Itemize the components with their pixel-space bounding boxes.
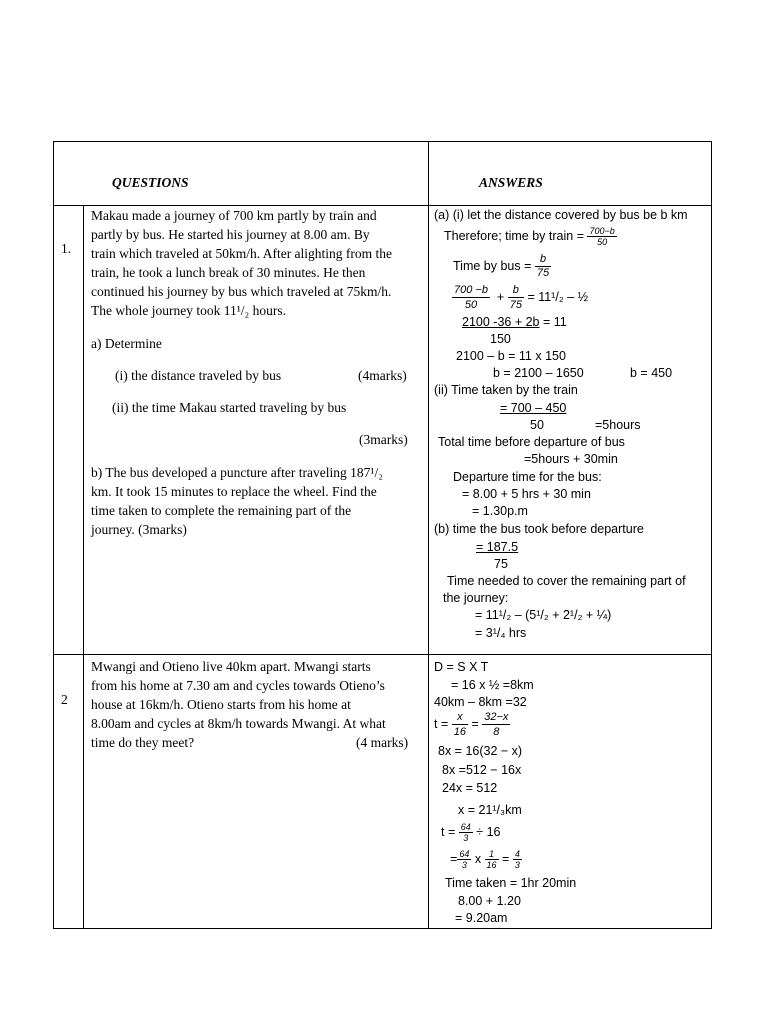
table-border-top: [53, 141, 712, 142]
answer-line: 8.00 + 1.20: [458, 894, 521, 908]
question-text-line: 8.00am and cycles at 8km/h towards Mwangi. At what: [91, 716, 386, 731]
answer-line: 40km – 8km =32: [434, 695, 527, 709]
question-text-line: Makau made a journey of 700 km partly by train and: [91, 208, 377, 223]
answer-line: =5hours: [595, 418, 641, 432]
fraction: [457, 849, 471, 870]
fraction-numerator: 700−b: [589, 226, 615, 237]
fraction: [508, 283, 524, 312]
fraction: [482, 710, 510, 739]
fraction-numerator: 4: [514, 849, 520, 860]
fraction-numerator: 32−x: [484, 711, 509, 724]
question-number: 1.: [61, 241, 72, 256]
answer-line: Time taken = 1hr 20min: [445, 876, 577, 890]
fraction-denominator: 3: [461, 860, 467, 871]
table-border-bottom: [53, 928, 712, 929]
answer-line: (ii) Time taken by the train: [434, 383, 578, 397]
fraction-numerator: 1: [485, 849, 499, 860]
question-part-a-ii: (ii) the time Makau started traveling by bus: [112, 400, 347, 415]
answer-line: (b) time the bus took before departure: [434, 522, 644, 536]
header-row-divider: [53, 205, 712, 206]
answer-line: 2100 – b = 11 x 150: [456, 349, 566, 363]
answer-line: Time needed to cover the remaining part of: [447, 574, 686, 588]
marks-a-ii: (3marks): [359, 432, 408, 447]
question-part-a-i: (i) the distance traveled by bus: [115, 368, 282, 383]
fraction: [485, 849, 499, 870]
fraction: [587, 226, 616, 247]
answer-text: x: [474, 852, 482, 866]
fraction-numerator: 64: [459, 849, 470, 860]
fraction-denominator: 75: [536, 267, 550, 280]
fraction-denominator: 3: [463, 833, 469, 844]
answer-line: 8x =512 − 16x: [442, 763, 522, 777]
answer-line: = 1.30p.m: [472, 504, 528, 518]
answer-line: the journey:: [443, 591, 509, 605]
fraction-denominator: 8: [493, 726, 500, 739]
answer-line: [452, 281, 588, 313]
fraction-denominator: 3: [514, 860, 520, 871]
answer-text: =: [502, 852, 510, 866]
fraction-denominator: 50: [597, 237, 608, 248]
answers-header: ANSWERS: [479, 175, 543, 190]
question-text-line: train, he took a lunch break of 30 minutes. He then: [91, 265, 366, 280]
fraction-numerator: b: [508, 283, 524, 298]
answer-line: [453, 251, 551, 281]
answer-text: =: [471, 717, 479, 731]
answer-text: t =: [441, 825, 456, 839]
fraction-denominator: 75: [509, 299, 522, 312]
fraction-denominator: 50: [464, 299, 478, 312]
answer-text: Therefore; time by train =: [444, 229, 584, 243]
answer-line: x = 21¹/₃km: [458, 803, 522, 817]
answer-line: [462, 314, 567, 331]
answer-line: [434, 708, 510, 740]
fraction-numerator: 64: [460, 822, 471, 833]
question-text-line: train which traveled at 50km/h. After alighting from the: [91, 246, 393, 261]
question-text-line: time do they meet?: [91, 735, 195, 750]
fraction-numerator: b: [535, 253, 551, 267]
answer-text: =: [450, 852, 458, 866]
question-text-line: from his home at 7.30 am and cycles towards Otieno’s: [91, 678, 385, 693]
answer-text: = 11: [542, 315, 567, 329]
table-border-right: [711, 141, 712, 929]
answer-line: [450, 845, 522, 873]
answer-line: 150: [490, 332, 511, 346]
question-part-b-line: journey. (3marks): [91, 522, 187, 537]
answer-text: Time by bus =: [453, 259, 532, 273]
fraction-denominator: 16: [453, 726, 466, 739]
answer-line: = 9.20am: [455, 911, 508, 925]
fraction: [513, 849, 522, 870]
answer-text: t =: [434, 717, 449, 731]
fraction-numerator: x: [452, 710, 468, 725]
answer-line: = 700 – 450: [500, 401, 567, 415]
answer-text: ÷ 16: [476, 825, 501, 839]
answer-line: Total time before departure of bus: [438, 435, 625, 449]
marks-q2: (4 marks): [356, 735, 409, 750]
answer-line: (a) (i) let the distance covered by bus be b km: [434, 208, 688, 222]
answer-line: = 8.00 + 5 hrs + 30 min: [462, 487, 591, 501]
fraction: [452, 710, 468, 739]
answer-line: = 3¹/₄ hrs: [475, 626, 527, 640]
question-text-line: Mwangi and Otieno live 40km apart. Mwangi starts: [91, 659, 371, 674]
plus-sign: +: [496, 290, 505, 304]
answer-line: [444, 224, 617, 248]
question-text-line: continued his journey by bus which traveled at 75km/h.: [91, 284, 392, 299]
answer-column-divider: [428, 141, 429, 929]
answer-line: 8x = 16(32 − x): [438, 744, 523, 758]
number-column-divider: [83, 205, 84, 929]
question-part-b-line: time taken to complete the remaining part of the: [91, 503, 352, 518]
fraction-numerator: 700 −b: [454, 284, 488, 297]
row1-row2-divider: [53, 654, 712, 655]
answer-line: D = S X T: [434, 660, 489, 674]
question-part-a: a) Determine: [91, 336, 162, 351]
answer-line: [441, 818, 500, 846]
question-part-b-line: km. It took 15 minutes to replace the wheel. Find the: [91, 484, 377, 499]
questions-header: QUESTIONS: [112, 175, 189, 190]
answer-text: = 11¹/₂ – ½: [527, 290, 588, 304]
fraction: [452, 283, 490, 312]
fraction-denominator: 16: [486, 860, 497, 871]
answer-text: 2100 -36 + 2b: [462, 315, 540, 329]
answer-line: Departure time for the bus:: [453, 470, 602, 484]
fraction: [459, 822, 473, 843]
answer-line: = 11¹/₂ – (5¹/₂ + 2¹/₂ + ¼): [475, 608, 612, 622]
answer-line: = 187.5: [476, 540, 519, 554]
question-part-b-line: b) The bus developed a puncture after traveling 187¹/₂: [91, 465, 383, 480]
question-text-line: The whole journey took 11¹/₂ hours.: [91, 303, 286, 318]
table-border-left: [53, 141, 54, 929]
answer-line: 24x = 512: [442, 781, 498, 795]
answer-line: 75: [494, 557, 508, 571]
question-number: 2: [61, 692, 68, 707]
answer-line: b = 450: [630, 366, 673, 380]
answer-line: 50: [530, 418, 544, 432]
answer-line: =5hours + 30min: [524, 452, 618, 466]
answer-line: b = 2100 – 1650: [493, 366, 584, 380]
answer-line: = 16 x ½ =8km: [451, 678, 534, 692]
marks-a-i: (4marks): [358, 368, 407, 383]
question-text-line: house at 16km/h. Otieno starts from his home at: [91, 697, 351, 712]
question-text-line: partly by bus. He started his journey at 8.00 am. By: [91, 227, 370, 242]
fraction: [535, 253, 551, 280]
